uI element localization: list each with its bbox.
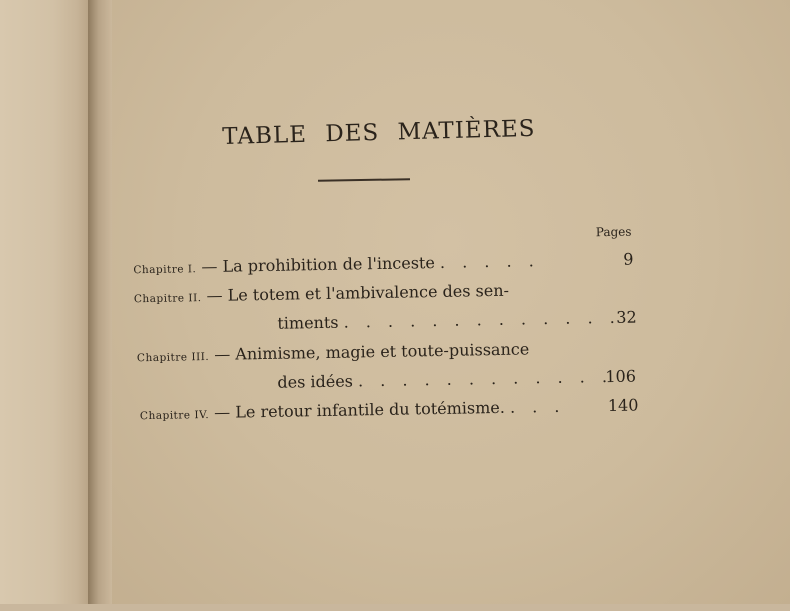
chapter-title: Le retour infantile du totémisme. xyxy=(235,397,506,422)
toc-entry-2-continuation xyxy=(277,308,621,334)
chapter-title-continued: timents xyxy=(277,312,339,333)
chapter-dash: — xyxy=(214,344,231,364)
dot-leader: . . . xyxy=(509,396,566,417)
chapter-label: Chapitre I. xyxy=(133,263,197,277)
toc-entry-3-continuation xyxy=(277,367,613,393)
chapter-title: Le totem et l'ambivalence des sen- xyxy=(227,280,510,305)
toc-entry-3 xyxy=(137,339,530,368)
page-number: 9 xyxy=(623,249,634,269)
page-number: 140 xyxy=(607,395,639,416)
dot-leader: . . . . . . . . . . . . . xyxy=(343,307,621,332)
dot-leader: . . . . . xyxy=(439,251,540,272)
chapter-title: Animisme, magie et toute-puissance xyxy=(235,339,530,364)
page-title: TABLE DES MATIÈRES xyxy=(222,115,536,150)
chapter-dash: — xyxy=(206,285,223,306)
page-number: 106 xyxy=(605,366,637,387)
toc-entry-2 xyxy=(134,281,509,310)
page-number: 32 xyxy=(616,307,637,327)
chapter-label: Chapitre II. xyxy=(133,292,202,306)
chapter-title: La prohibition de l'inceste xyxy=(222,253,436,276)
chapter-dash: — xyxy=(214,402,231,422)
dot-leader: . . . . . . . . . . . . xyxy=(357,366,614,391)
chapter-title-continued: des idées xyxy=(277,371,354,392)
chapter-dash: — xyxy=(201,256,218,277)
toc-entry-1 xyxy=(133,251,540,280)
chapter-label: Chapitre III. xyxy=(136,350,210,365)
pages-column-label: Pages xyxy=(595,224,632,240)
toc-entry-4 xyxy=(140,397,566,426)
chapter-label: Chapitre IV. xyxy=(139,409,210,423)
